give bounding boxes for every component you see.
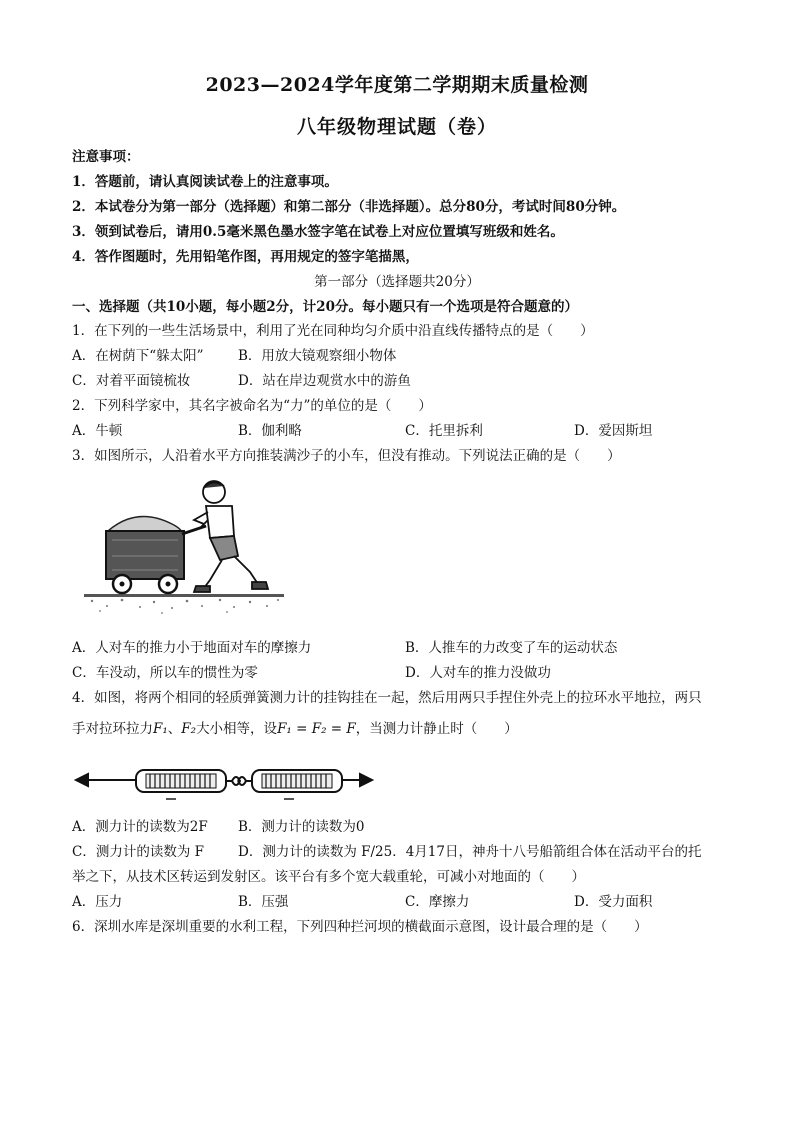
q3-figure-boy-pushing-cart xyxy=(82,476,287,616)
spring-scale-left xyxy=(136,770,226,792)
q1-option-c: C．对着平面镜梳妆 xyxy=(72,373,191,389)
notice-item-1: 1．答题前，请认真阅读试卷上的注意事项。 xyxy=(72,174,338,190)
q2-option-c: C．托里拆利 xyxy=(405,423,483,439)
q4-option-a: A．测力计的读数为2F xyxy=(72,819,208,835)
q3-option-c: C．车没动，所以车的惯性为零 xyxy=(72,665,258,681)
q3-option-b: B．人推车的力改变了车的运动状态 xyxy=(405,640,618,656)
exam-subtitle: 八年级物理试题（卷） xyxy=(296,116,497,138)
q1-option-d: D．站在岸边观赏水中的游鱼 xyxy=(238,373,411,389)
q4-stem-line2 xyxy=(72,720,518,738)
q1-stem: 1．在下列的一些生活场景中，利用了光在同种均匀介质中沿直线传播特点的是（ ） xyxy=(72,323,594,339)
q4-stem-text-b: 大小相等，设 xyxy=(196,721,278,737)
q1-option-b: B．用放大镜观察细小物体 xyxy=(238,348,397,364)
q2-option-b: B．伽利略 xyxy=(238,423,302,439)
q4-f2: F₂ xyxy=(181,721,197,737)
q4-figure-spring-scales xyxy=(74,760,374,806)
q4-option-c: C．测力计的读数为 F xyxy=(72,844,204,860)
q2-option-a: A．牛顿 xyxy=(72,423,123,439)
q4-separator: 、 xyxy=(167,721,182,737)
q5-stem-line2: 举之下，从技术区转运到发射区。该平台有多个宽大载重轮，可减小对地面的（ ） xyxy=(72,869,585,885)
part1-heading: 第一部分（选择题共20分） xyxy=(314,274,480,290)
notice-heading: 注意事项： xyxy=(72,149,140,165)
q3-option-a: A．人对车的推力小于地面对车的摩擦力 xyxy=(72,640,312,656)
q1-option-a: A．在树荫下“躲太阳” xyxy=(72,348,204,364)
q4-equation: F₁ = F₂ = F xyxy=(277,721,356,737)
q5-option-c: C．摩擦力 xyxy=(405,894,470,910)
notice-item-3: 3．领到试卷后，请用0.5毫米黑色墨水签字笔在试卷上对应位置填写班级和姓名。 xyxy=(72,224,564,240)
q4-stem-text-c: ，当测力计静止时（ ） xyxy=(355,721,518,737)
spring-scale-right xyxy=(252,770,342,792)
exam-title: 2023—2024学年度第二学期期末质量检测 xyxy=(205,74,589,96)
q4-f1: F₁ xyxy=(153,721,168,737)
q5-option-d: D．受力面积 xyxy=(574,894,653,910)
q2-stem: 2．下列科学家中，其名字被命名为“力”的单位的是（ ） xyxy=(72,398,432,414)
q3-option-d: D．人对车的推力没做功 xyxy=(405,665,551,681)
q5-option-a: A．压力 xyxy=(72,894,123,910)
notice-item-4: 4．答作图题时，先用铅笔作图，再用规定的签字笔描黑， xyxy=(72,249,419,265)
q3-stem: 3．如图所示，人沿着水平方向推装满沙子的小车，但没有推动。下列说法正确的是（ ） xyxy=(72,448,621,464)
q4-option-b: B．测力计的读数为0 xyxy=(238,819,365,835)
section-heading: 一、选择题（共10小题，每小题2分，计20分。每小题只有一个选项是符合题意的） xyxy=(72,299,578,315)
q2-option-d: D．爱因斯坦 xyxy=(574,423,653,439)
q4-stem-text-a: 手对拉环拉力 xyxy=(72,721,153,737)
q5-option-b: B．压强 xyxy=(238,894,289,910)
q4-option-d-and-q5-stem: D．测力计的读数为 F/25．4月17日，神舟十八号船箭组合体在活动平台的托 xyxy=(238,844,702,860)
q6-stem: 6．深圳水库是深圳重要的水利工程，下列四种拦河坝的横截面示意图，设计最合理的是（ ） xyxy=(72,919,648,935)
notice-item-2: 2．本试卷分为第一部分（选择题）和第二部分（非选择题）。总分80分，考试时间80分钟。 xyxy=(72,199,626,215)
q4-stem-line1: 4．如图，将两个相同的轻质弹簧测力计的挂钩挂在一起，然后用两只手捏住外壳上的拉环水平地拉，两只 xyxy=(72,690,702,706)
